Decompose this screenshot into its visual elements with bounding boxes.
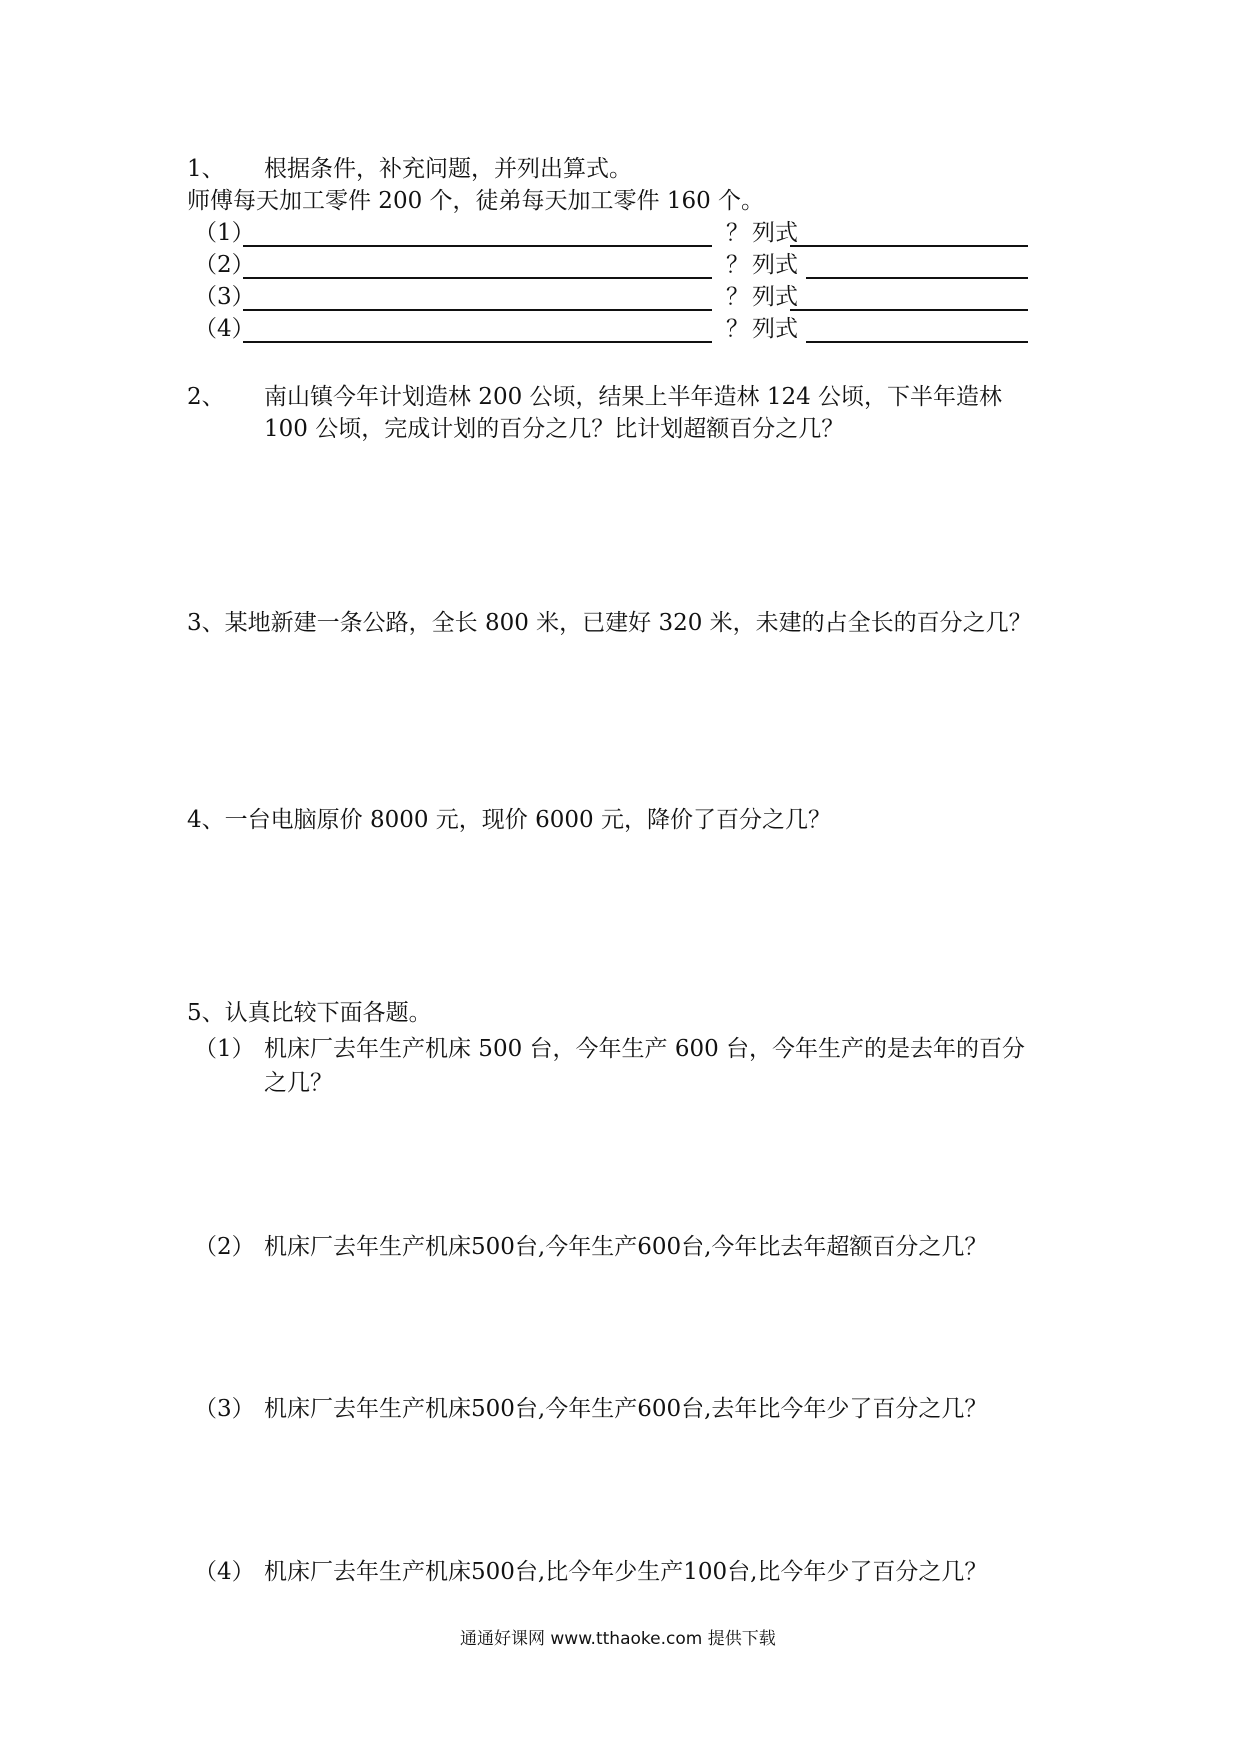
item-line-1: 机床厂去年生产机床500台,比今年少生产100台,比今年少了百分之几？ bbox=[264, 1559, 988, 1585]
question-mark: ？ bbox=[726, 220, 749, 246]
question-2-number: 2、 bbox=[187, 384, 225, 410]
question-mark: ？ bbox=[726, 284, 749, 310]
question-2-line-2: 100 公顷，完成计划的百分之几？比计划超额百分之几？ bbox=[264, 416, 845, 442]
question-blank[interactable] bbox=[243, 309, 712, 311]
item-label: （4） bbox=[194, 1559, 255, 1585]
question-5-title: 5、认真比较下面各题。 bbox=[187, 1000, 432, 1026]
item-line-2: 之几？ bbox=[264, 1070, 333, 1096]
row-label: （3） bbox=[194, 284, 255, 310]
question-blank[interactable] bbox=[243, 277, 712, 279]
question-1-condition: 师傅每天加工零件 200 个，徒弟每天加工零件 160 个。 bbox=[187, 188, 765, 214]
formula-blank[interactable] bbox=[806, 341, 1028, 343]
item-label: （2） bbox=[194, 1234, 255, 1260]
question-1-title: 根据条件，补充问题，并列出算式。 bbox=[264, 156, 632, 182]
row-label: （4） bbox=[194, 316, 255, 342]
question-mark: ？ bbox=[726, 316, 749, 342]
item-line-1: 机床厂去年生产机床500台,今年生产600台,今年比去年超额百分之几？ bbox=[264, 1234, 988, 1260]
item-label: （3） bbox=[194, 1396, 255, 1422]
formula-blank[interactable] bbox=[790, 309, 1028, 311]
question-blank[interactable] bbox=[243, 341, 712, 343]
row-label: （2） bbox=[194, 252, 255, 278]
item-label: （1） bbox=[194, 1036, 255, 1062]
formula-label: 列式 bbox=[752, 284, 798, 310]
formula-blank[interactable] bbox=[790, 245, 1028, 247]
question-blank[interactable] bbox=[243, 245, 712, 247]
formula-label: 列式 bbox=[752, 252, 798, 278]
question-4: 4、一台电脑原价 8000 元，现价 6000 元，降价了百分之几？ bbox=[187, 807, 831, 833]
question-1-number: 1、 bbox=[187, 156, 225, 182]
question-3: 3、某地新建一条公路，全长 800 米，已建好 320 米，未建的占全长的百分之几？ bbox=[187, 610, 1032, 636]
row-label: （1） bbox=[194, 220, 255, 246]
footer-download-note: 通通好课网 www.tthaoke.com 提供下载 bbox=[460, 1629, 776, 1649]
item-line-1: 机床厂去年生产机床500台,今年生产600台,去年比今年少了百分之几？ bbox=[264, 1396, 988, 1422]
question-mark: ？ bbox=[726, 252, 749, 278]
question-2-line-1: 南山镇今年计划造林 200 公顷，结果上半年造林 124 公顷，下半年造林 bbox=[264, 384, 1003, 410]
item-line-1: 机床厂去年生产机床 500 台，今年生产 600 台，今年生产的是去年的百分 bbox=[264, 1036, 1026, 1062]
formula-label: 列式 bbox=[752, 316, 798, 342]
formula-blank[interactable] bbox=[806, 277, 1028, 279]
formula-label: 列式 bbox=[752, 220, 798, 246]
